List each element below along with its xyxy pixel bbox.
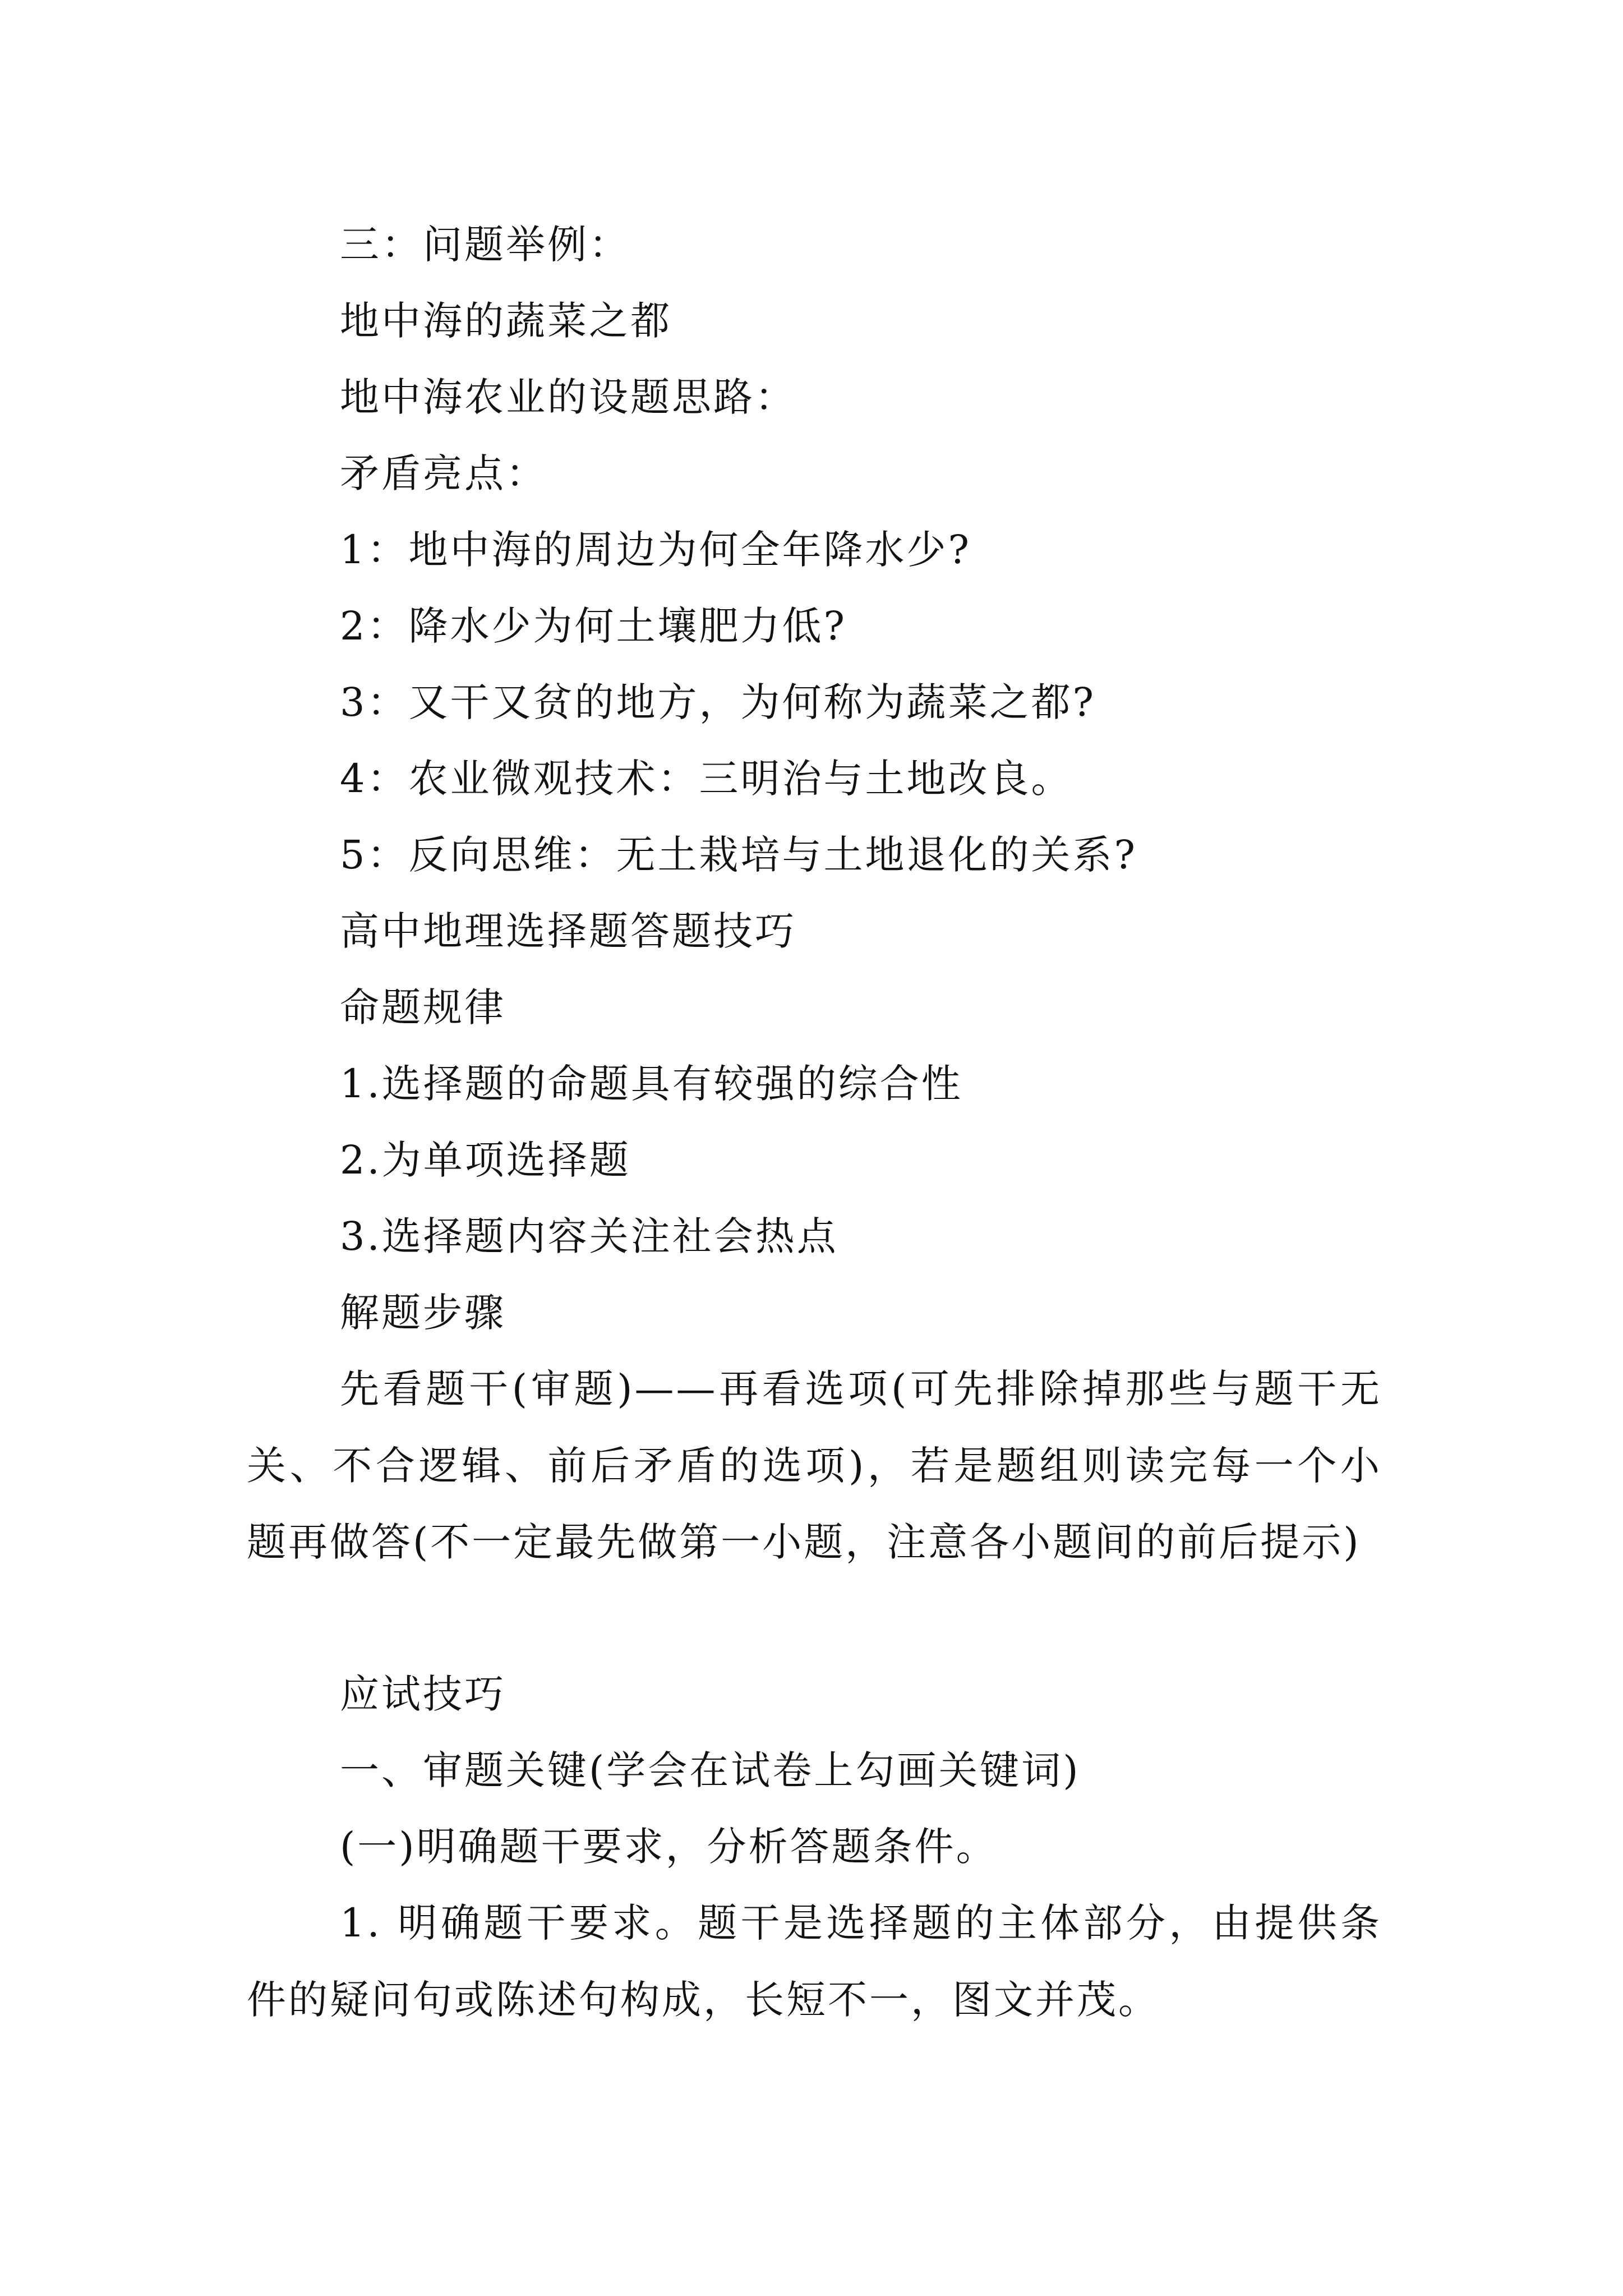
list-item: 1.选择题的命题具有较强的综合性: [340, 1061, 963, 1107]
list-item: 2.为单项选择题: [340, 1137, 631, 1183]
paragraph: 1. 明确题干要求。题干是选择题的主体部分，由提供条件的疑问句或陈述句构成，长短不一，图文并茂。: [247, 1900, 1382, 2023]
text-line: 矛盾亮点：: [340, 450, 547, 496]
question-item: 5：反向思维：无土栽培与土地退化的关系?: [340, 832, 1138, 878]
question-item: 3：又干又贫的地方，为何称为蔬菜之都?: [340, 679, 1096, 725]
text-line: 地中海农业的设题思路：: [340, 374, 796, 420]
subheading: 应试技巧: [340, 1671, 506, 1717]
question-item: 4：农业微观技术：三明治与土地改良。: [340, 756, 1073, 802]
section-heading: 高中地理选择题答题技巧: [340, 908, 796, 954]
paragraph: 先看题干(审题)——再看选项(可先排除掉那些与题干无关、不合逻辑、前后矛盾的选项)，若是题组则读完每一个小题再做答(不一定最先做第一小题，注意各小题间的前后提示): [247, 1366, 1382, 1565]
text-line: 一、审题关键(学会在试卷上勾画关键词): [340, 1747, 1081, 1793]
question-item: 1：地中海的周边为何全年降水少?: [340, 527, 972, 573]
list-item: 3.选择题内容关注社会热点: [340, 1213, 838, 1259]
question-item: 2：降水少为何土壤肥力低?: [340, 603, 847, 649]
topic-title: 地中海的蔬菜之都: [340, 298, 672, 344]
subheading: 解题步骤: [340, 1290, 506, 1336]
section-heading: 三：问题举例：: [340, 222, 630, 268]
subheading: 命题规律: [340, 984, 506, 1030]
text-line: (一)明确题干要求，分析答题条件。: [340, 1824, 998, 1870]
